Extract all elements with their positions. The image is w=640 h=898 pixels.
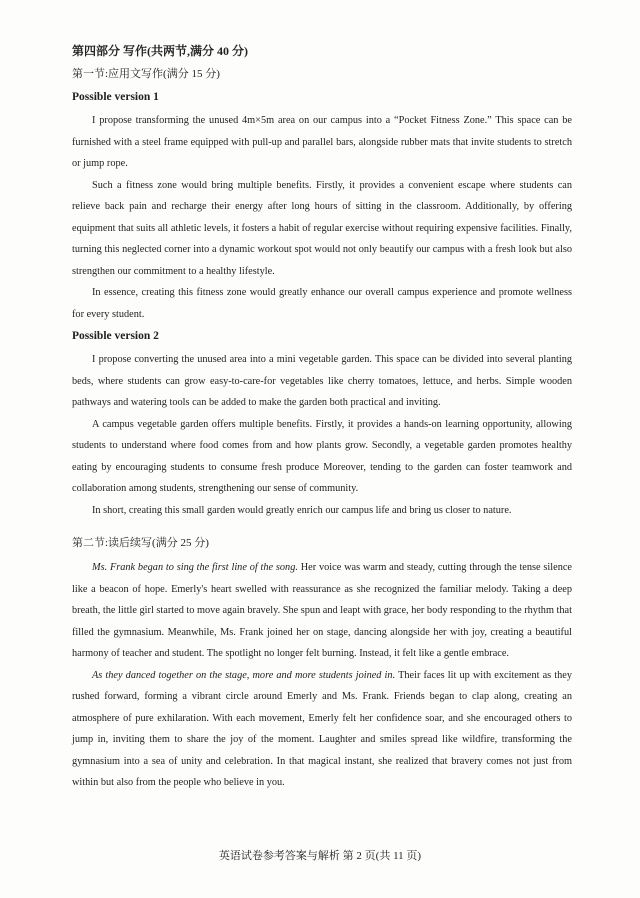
version-2-paragraph: In short, creating this small garden would greatly enrich our campus life and bring us closer to nature.: [92, 504, 512, 516]
version-1-paragraph: Such a fitness zone would bring multiple benefits. Firstly, it provides a convenient escape where students can relieve back pain and recharge their energy after long hours of sitting in the classroom. Additionally, by offering equipment that suits all athletic levels, it fosters a habit of regular exercise without requiring expensive facilities. Finally, turning this neglected corner into a dynamic workout spot would not only beautify our campus with a fresh look but also strengthen our commitment to a healthy lifestyle.: [72, 179, 572, 277]
version-2-paragraph: I propose converting the unused area into a mini vegetable garden. This space can be divided into several planting beds, where students can grow easy-to-care-for vegetables like cherry tomatoes, lettuce, and herbs. Simple wooden pathways and watering tools can be added to make the garden both practical and inviting.: [72, 354, 572, 408]
continuation-paragraph: [72, 557, 572, 665]
version-1-paragraph: I propose transforming the unused 4m×5m area on our campus into a “Pocket Fitness Zone.” This space can be furnished with a steel frame equipped with pull-up and parallel bars, alongside rubber mats that invite students to stretch or jump rope.: [72, 115, 572, 169]
version-1-paragraph: In essence, creating this fitness zone would greatly enhance our overall campus experience and promote wellness for every student.: [72, 287, 572, 320]
version-2-paragraph: A campus vegetable garden offers multiple benefits. Firstly, it provides a hands-on learning opportunity, allowing students to understand where food comes from and how plants grow. Secondly, a vegetable garden promotes healthy eating by encouraging students to consume fresh produce Moreover, tending to the garden can foster teamwork and collaboration among students, strengthening our sense of community.: [72, 418, 572, 494]
section-2-title: 第二节:读后续写(满分 25 分): [72, 537, 209, 549]
paragraph-body: Their faces lit up with excitement as they rushed forward, forming a vibrant circle around Emerly and Ms. Frank. Friends began to clap along, creating an atmosphere of pure exhilaration. With each movement, Emerly felt her confidence soar, and she encouraged others to jump in, inviting them to share the joy of the moment. Laughter and smiles spread like wildfire, transforming the gymnasium into a sea of unity and celebration. In that magical instant, she realized that bravery comes not just from within but also from the people who believe in you.: [72, 669, 573, 788]
answer-page: [72, 42, 572, 794]
part-title: 第四部分 写作(共两节,满分 40 分): [72, 44, 248, 58]
continuation-paragraph: [72, 665, 572, 794]
paragraph-lead-sentence: Ms. Frank began to sing the first line of the song.: [92, 562, 298, 573]
paragraph-body: Her voice was warm and steady, cutting through the tense silence like a beacon of hope. Emerly's heart swelled with reassurance as she recognized the familiar melody. Taking a deep breath, the little girl started to move again bravely. She spun and leapt with grace, her body responding to the rhythm that filled the gymnasium. Meanwhile, Ms. Frank joined her on stage, dancing alongside her with joy, creating a beautiful harmony of teacher and student. The spotlight no longer felt burning. Instead, it felt like a gentle embrace.: [72, 562, 572, 659]
page-footer: 英语试卷参考答案与解析 第 2 页(共 11 页): [218, 850, 422, 862]
paragraph-lead-sentence: As they danced together on the stage, more and more students joined in.: [92, 669, 396, 681]
version-2-title: Possible version 2: [72, 330, 159, 342]
section-1-title: 第一节:应用文写作(满分 15 分): [72, 68, 220, 80]
version-1-title: Possible version 1: [72, 91, 159, 103]
